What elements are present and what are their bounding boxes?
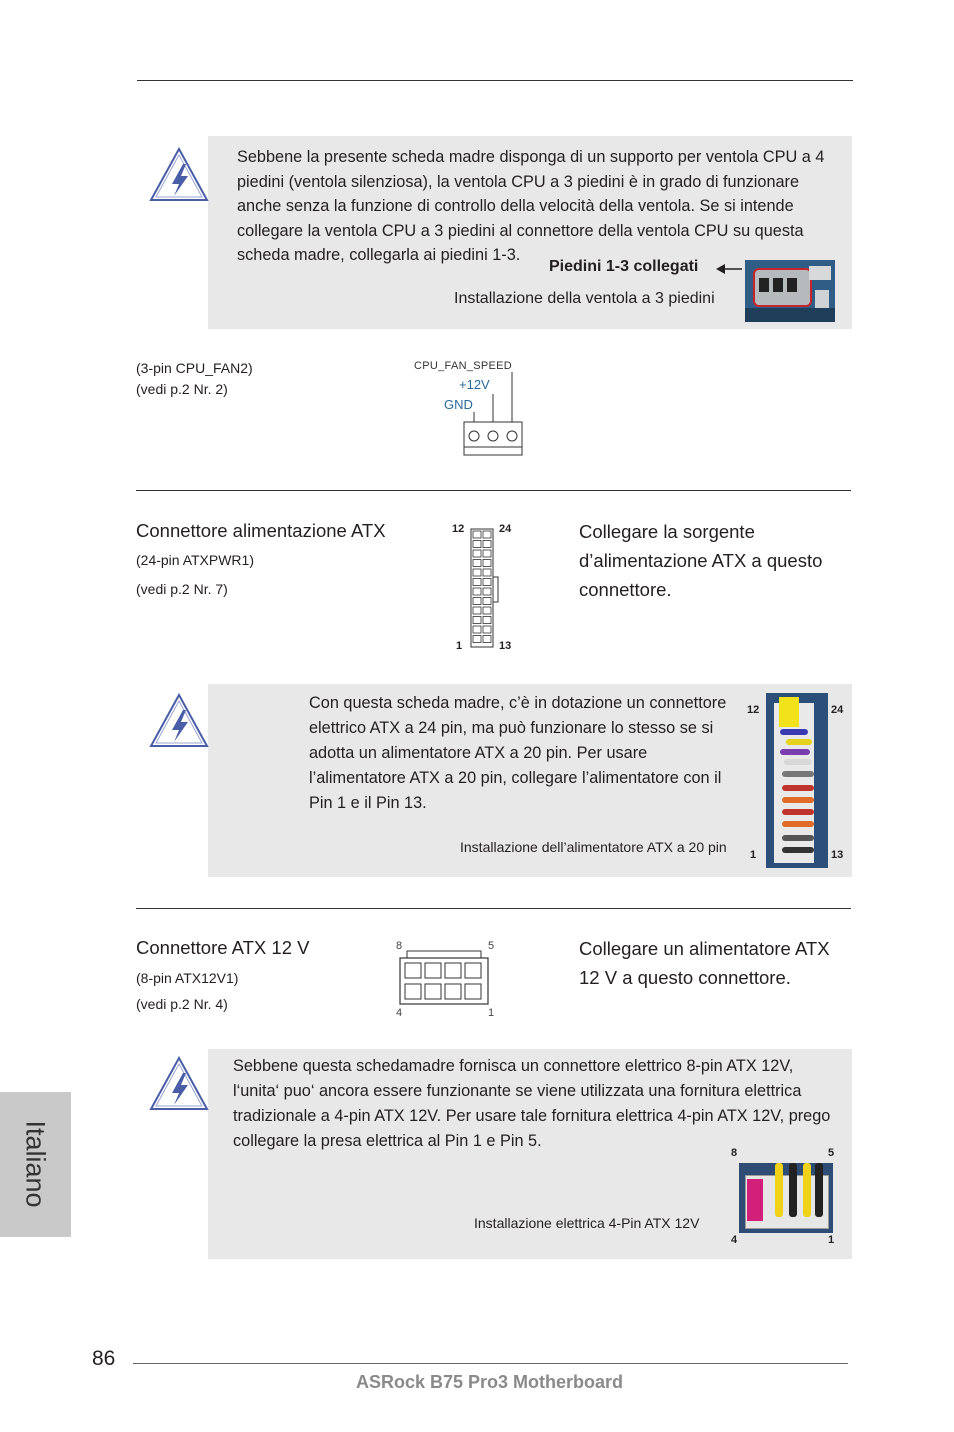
atx24-connector-diagram — [468, 525, 502, 650]
atx4-pin-1: 1 — [828, 1234, 835, 1246]
language-side-tab — [0, 1092, 71, 1237]
warning-icon — [148, 146, 210, 204]
atx12v-note-text: Sebbene questa schedamadre fornisca un connettore elettrico 8-pin ATX 12V, l‘unita‘ puo‘ ancora essere funzionante se viene utilizzata una fornitura elettrica tradizionale a 4-pin ATX 12V. Per usare tale fornitura elettrica 4-pin ATX 12V, prego collegare la presa elettrica al Pin 1 e Pin 5. — [233, 1057, 831, 1150]
atx20-pin-12: 12 — [747, 704, 760, 716]
atx-power-name: (24-pin ATXPWR1) — [136, 552, 254, 568]
atx12v-title: Connettore ATX 12 V — [136, 937, 310, 958]
fan-install-photo — [745, 260, 835, 322]
atx4-pin-5: 5 — [828, 1147, 835, 1159]
atx24-pin-24: 24 — [499, 523, 512, 535]
fan-pins-label: Piedini 1-3 collegati — [549, 258, 699, 275]
fan-speed-label: CPU_FAN_SPEED — [414, 360, 513, 372]
atx24-pin-13: 13 — [499, 640, 512, 652]
atx20-pin-24: 24 — [831, 704, 844, 716]
fan-12v-label: +12V — [459, 377, 490, 392]
arrow-left-icon — [716, 262, 744, 276]
cpu-fan-diagram — [414, 360, 524, 460]
atx24-pin-1: 1 — [456, 640, 463, 652]
fan-caption: Installazione della ventola a 3 piedini — [454, 290, 715, 307]
atx-power-ref: (vedi p.2 Nr. 7) — [136, 581, 228, 597]
atx8-pin-8: 8 — [396, 940, 403, 952]
atx20-pin-1: 1 — [750, 849, 757, 861]
top-rule — [137, 80, 853, 81]
atx8-connector-diagram — [397, 948, 492, 1008]
atx24-caption: Installazione dell’alimentatore ATX a 20 pin — [460, 839, 727, 855]
atx24-pin-12: 12 — [452, 523, 465, 535]
language-tab-label: Italiano — [20, 1120, 51, 1208]
atx8-pin-4: 4 — [396, 1007, 403, 1019]
atx12v-name: (8-pin ATX12V1) — [136, 970, 239, 986]
atx12v-description: Collegare un alimentatore ATX 12 V a questo connettore. — [579, 938, 830, 988]
atx4-pin-4: 4 — [731, 1234, 738, 1246]
cpu-fan-name: (3-pin CPU_FAN2) — [136, 360, 253, 376]
footer-product: ASRock B75 Pro3 Motherboard — [356, 1372, 624, 1392]
atx4-install-photo — [739, 1163, 833, 1233]
fan-note-text: Sebbene la presente scheda madre disponga di un supporto per ventola CPU a 4 piedini (ventola silenziosa), la ventola CPU a 3 piedini è in grado di funzionare anche senza la funzione di controllo della velocità della ventola. Se si intende collegare la ventola CPU a 3 piedini al connettore della ventola CPU su questa scheda madre, collegarla ai piedini 1-3. — [237, 148, 825, 264]
cpu-fan-ref: (vedi p.2 Nr. 2) — [136, 381, 228, 397]
atx20-pin-13: 13 — [831, 849, 844, 861]
atx12v-ref: (vedi p.2 Nr. 4) — [136, 996, 228, 1012]
atx12v-caption: Installazione elettrica 4-Pin ATX 12V — [474, 1215, 700, 1231]
divider-2 — [136, 908, 851, 909]
atx8-pin-1: 1 — [488, 1007, 495, 1019]
warning-icon — [148, 1055, 210, 1113]
divider-1 — [136, 490, 851, 491]
atx24-note-text: Con questa scheda madre, c’è in dotazione un connettore elettrico ATX a 24 pin, ma può funzionare lo stesso se si adotta un alimentatore ATX a 20 pin. Per usare l’alimentatore ATX a 20 pin, collegare l’alimentatore con il Pin 1 e il Pin 13. — [309, 694, 727, 812]
warning-icon — [148, 692, 210, 750]
footer-rule — [133, 1363, 848, 1364]
fan-gnd-label: GND — [444, 397, 473, 412]
atx-power-description: Collegare la sorgente d’alimentazione ATX a questo connettore. — [579, 521, 823, 600]
page-number: 86 — [92, 1347, 116, 1370]
atx-power-title: Connettore alimentazione ATX — [136, 520, 386, 541]
atx8-pin-5: 5 — [488, 940, 495, 952]
atx20-install-photo — [766, 693, 828, 868]
atx4-pin-8: 8 — [731, 1147, 738, 1159]
